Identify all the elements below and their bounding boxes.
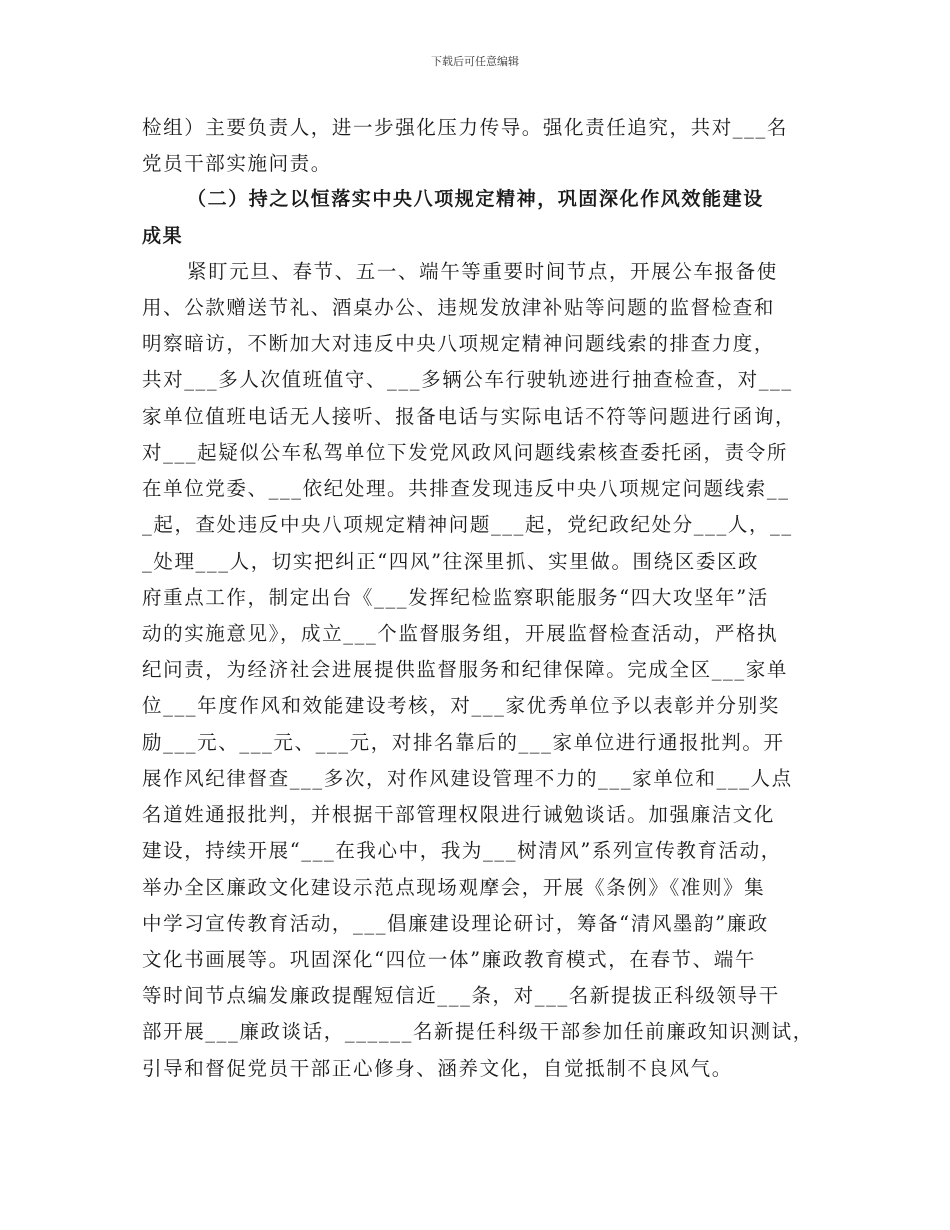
page-header: 下载后可任意编辑 bbox=[431, 55, 519, 68]
text-line: 建设，持续开展“___在我心中，我为___树清风”系列宣传教育活动， bbox=[142, 839, 782, 862]
text-line: 展作风纪律督查___多次，对作风建设管理不力的___家单位和___人点 bbox=[142, 767, 793, 790]
text-line: 紧盯元旦、春节、五一、端午等重要时间节点，开展公车报备使 bbox=[187, 260, 778, 283]
text-line: 引导和督促党员干部正心修身、涵养文化，自觉抵制不良风气。 bbox=[142, 1057, 733, 1080]
text-line: _处理___人，切实把纠正“四风”往深里抓、实里做。围绕区委区政 bbox=[142, 550, 760, 573]
text-line: 位___年度作风和效能建设考核，对___家优秀单位予以表彰并分别奖 bbox=[142, 694, 780, 717]
text-line: 府重点工作，制定出台《___发挥纪检监察职能服务“四大攻坚年”活 bbox=[142, 586, 769, 609]
text-line: 党员干部实施问责。 bbox=[142, 152, 332, 175]
text-line: 家单位值班电话无人接听、报备电话与实际电话不符等问题进行函询， bbox=[142, 405, 797, 428]
text-line: 励___元、___元、___元，对排名靠后的___家单位进行通报批判。开 bbox=[142, 731, 785, 754]
text-line: 文化书画展等。巩固深化“四位一体”廉政教育模式，在春节、端午 bbox=[142, 948, 756, 971]
text-line: _起，查处违反中央八项规定精神问题___起，党纪政纪处分___人，__ bbox=[142, 513, 793, 536]
text-line: 纪问责，为经济社会进展提供监督服务和纪律保障。完成全区___家单 bbox=[142, 658, 788, 681]
text-line: 中学习宣传教育活动，___倡廉建设理论研讨，筹备“清风墨韵”廉政 bbox=[142, 912, 769, 935]
text-line: 对___起疑似公车私驾单位下发党风政风问题线索核查委托函，责令所 bbox=[142, 441, 788, 464]
text-line: 名道姓通报批判，并根据干部管理权限进行诫勉谈话。加强廉洁文化 bbox=[142, 803, 776, 826]
text-line: 共对___多人次值班值守、___多辆公车行驶轨迹进行抽查检查，对___ bbox=[142, 368, 793, 391]
text-line: 等时间节点编发廉政提醒短信近___条，对___名新提拔正科级领导干 bbox=[142, 984, 780, 1007]
text-line: 检组）主要负责人，进一步强化压力传导。强化责任追究，共对___名 bbox=[142, 116, 788, 139]
text-line: 动的实施意见》，成立___个监督服务组，开展监督检查活动，严格执 bbox=[142, 622, 779, 645]
text-line: 在单位党委、___依纪处理。共排查发现违反中央八项规定问题线索__ bbox=[142, 477, 790, 500]
text-line: 部开展___廉政谈话，______名新提任科级干部参加任前廉政知识测试， bbox=[142, 1020, 814, 1043]
text-line: 用、公款赠送节礼、酒桌办公、违规发放津补贴等问题的监督检查和 bbox=[142, 296, 776, 319]
section-heading: （二）持之以恒落实中央八项规定精神，巩固深化作风效能建设 bbox=[187, 188, 764, 210]
text-line: 明察暗访，不断加大对违反中央八项规定精神问题线索的排查力度， bbox=[142, 332, 776, 355]
text-line: 举办全区廉政文化建设示范点现场观摩会，开展《条例》《准则》集 bbox=[142, 876, 766, 899]
section-heading: 成果 bbox=[142, 225, 184, 247]
